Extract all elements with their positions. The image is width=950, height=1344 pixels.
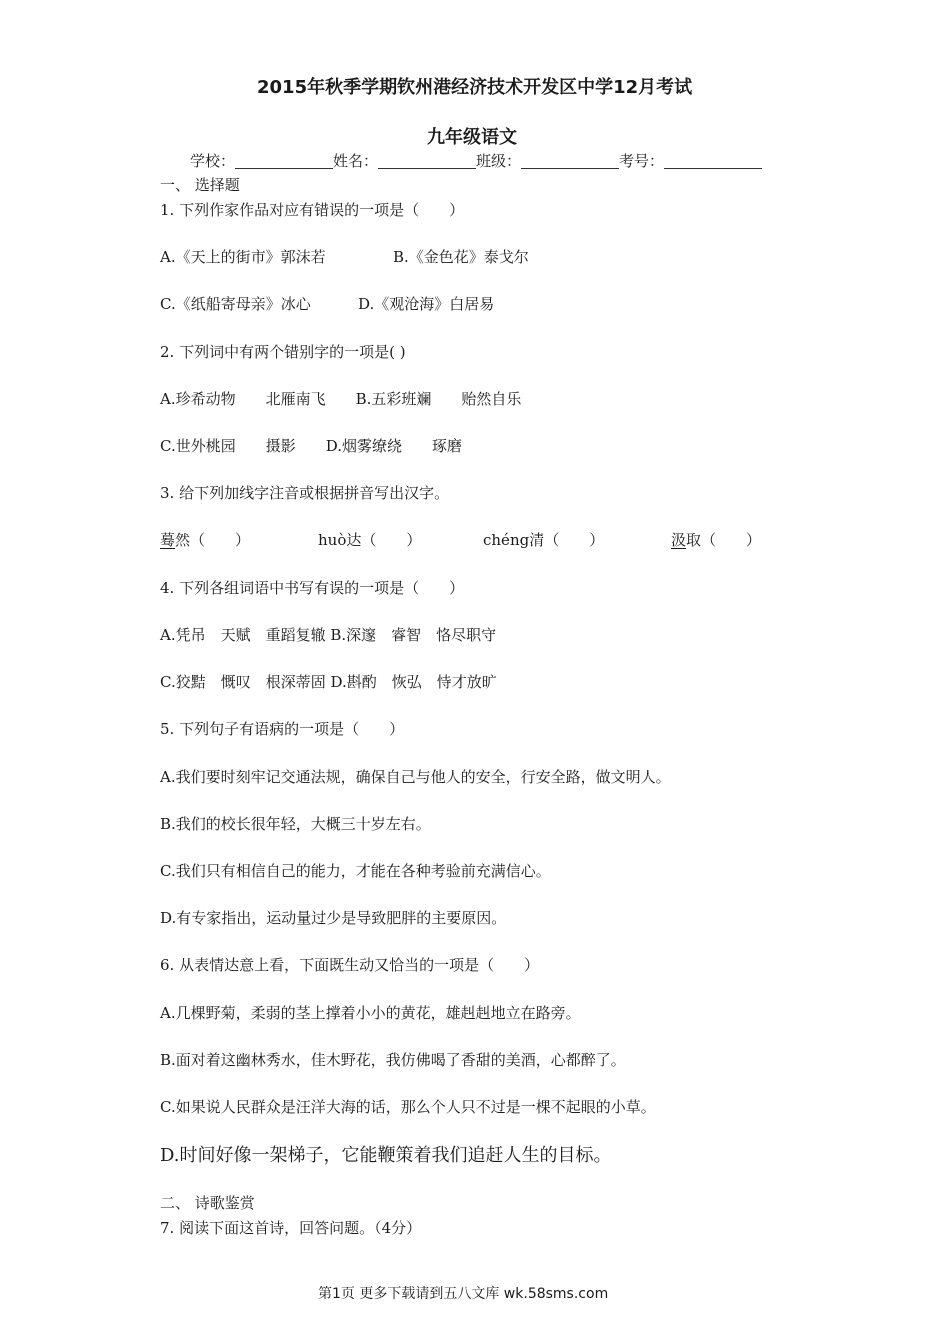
- page-footer: 第1页 更多下载请到五八文库 wk.58sms.com: [318, 1286, 609, 1302]
- q2-word-6: 摄影: [265, 437, 296, 455]
- question-6-option-c: C.如果说人民群众是汪洋大海的话，那么个人只不过是一棵不起眼的小草。: [160, 1098, 656, 1116]
- question-1-option-c: C.《纸船寄母亲》冰心: [160, 295, 311, 313]
- exam-subtitle: 九年级语文: [427, 127, 517, 148]
- q2-word-5: C.世外桃园: [160, 437, 236, 455]
- number-label: 考号：: [619, 152, 665, 170]
- question-1-option-d: D.《观沧海》白居易: [358, 295, 495, 313]
- question-3-item-3: chéng清（ ）: [483, 531, 605, 549]
- question-6-option-d: D.时间好像一架梯子，它能鞭策着我们追赶人生的目标。: [160, 1145, 612, 1166]
- question-2-line-1: [160, 392, 521, 407]
- question-7-stem: 7. 阅读下面这首诗，回答问题。（4分）: [160, 1219, 422, 1237]
- q2-word-1: A.珍希动物: [160, 390, 236, 408]
- question-1-option-b: B.《金色花》泰戈尔: [393, 248, 529, 266]
- question-6-option-a: A.几棵野菊，柔弱的茎上撑着小小的黄花，雄赳赳地立在路旁。: [160, 1004, 581, 1022]
- q2-word-2: 北雁南飞: [265, 390, 326, 408]
- q2-word-3: B.五彩班斓: [355, 390, 432, 408]
- question-5-option-a: A.我们要时刻牢记交通法规，确保自己与他人的安全，行安全路，做文明人。: [160, 768, 671, 786]
- item-1-rest: 然（ ）: [175, 531, 251, 549]
- student-info-row: [190, 154, 762, 169]
- section-heading-1: 一、 选择题: [160, 176, 240, 194]
- school-label: 学校：: [190, 152, 236, 170]
- name-blank: [378, 154, 476, 169]
- q2-word-7: D.烟雾缭绕: [325, 437, 402, 455]
- class-label: 班级：: [476, 152, 522, 170]
- question-6-stem: 6. 从表情达意上看，下面既生动又恰当的一项是（ ）: [160, 956, 540, 974]
- question-3-item-1: [160, 533, 250, 548]
- question-4-line-2: C.狡黠 慨叹 根深蒂固 D.斟酌 恢弘 恃才放旷: [160, 673, 497, 691]
- q2-word-8: 琢磨: [432, 437, 463, 455]
- question-5-option-d: D.有专家指出，运动量过少是导致肥胖的主要原因。: [160, 909, 507, 927]
- question-5-option-c: C.我们只有相信自己的能力，才能在各种考验前充满信心。: [160, 862, 551, 880]
- question-5-option-b: B.我们的校长很年轻，大概三十岁左右。: [160, 815, 431, 833]
- question-6-option-b: B.面对着这幽林秀水，佳木野花，我仿佛喝了香甜的美酒，心都醉了。: [160, 1051, 626, 1069]
- section-heading-2: 二、 诗歌鉴赏: [160, 1194, 255, 1212]
- q2-word-4: 贻然自乐: [461, 390, 522, 408]
- question-5-stem: 5. 下列句子有语病的一项是（ ）: [160, 720, 405, 738]
- underlined-char: 汲: [671, 531, 687, 549]
- question-3-stem: 3. 给下列加线字注音或根据拼音写出汉字。: [160, 484, 450, 502]
- question-1-stem: 1. 下列作家作品对应有错误的一项是（ ）: [160, 201, 465, 219]
- question-4-line-1: A.凭吊 天赋 重蹈复辙 B.深邃 睿智 恪尽职守: [160, 626, 497, 644]
- name-label: 姓名：: [333, 152, 379, 170]
- question-3-item-4: [671, 533, 761, 548]
- question-3-item-2: huò达（ ）: [318, 531, 422, 549]
- question-4-stem: 4. 下列各组词语中书写有误的一项是（ ）: [160, 579, 465, 597]
- question-1-option-a: A.《天上的街市》郭沫若: [160, 248, 326, 266]
- number-blank: [664, 154, 762, 169]
- exam-title: 2015年秋季学期钦州港经济技术开发区中学12月考试: [257, 77, 693, 98]
- item-4-rest: 取（ ）: [686, 531, 762, 549]
- question-2-stem: 2. 下列词中有两个错别字的一项是( ): [160, 343, 406, 361]
- question-2-line-2: [160, 439, 462, 454]
- underlined-char: 蓦: [160, 531, 176, 549]
- school-blank: [235, 154, 333, 169]
- class-blank: [521, 154, 619, 169]
